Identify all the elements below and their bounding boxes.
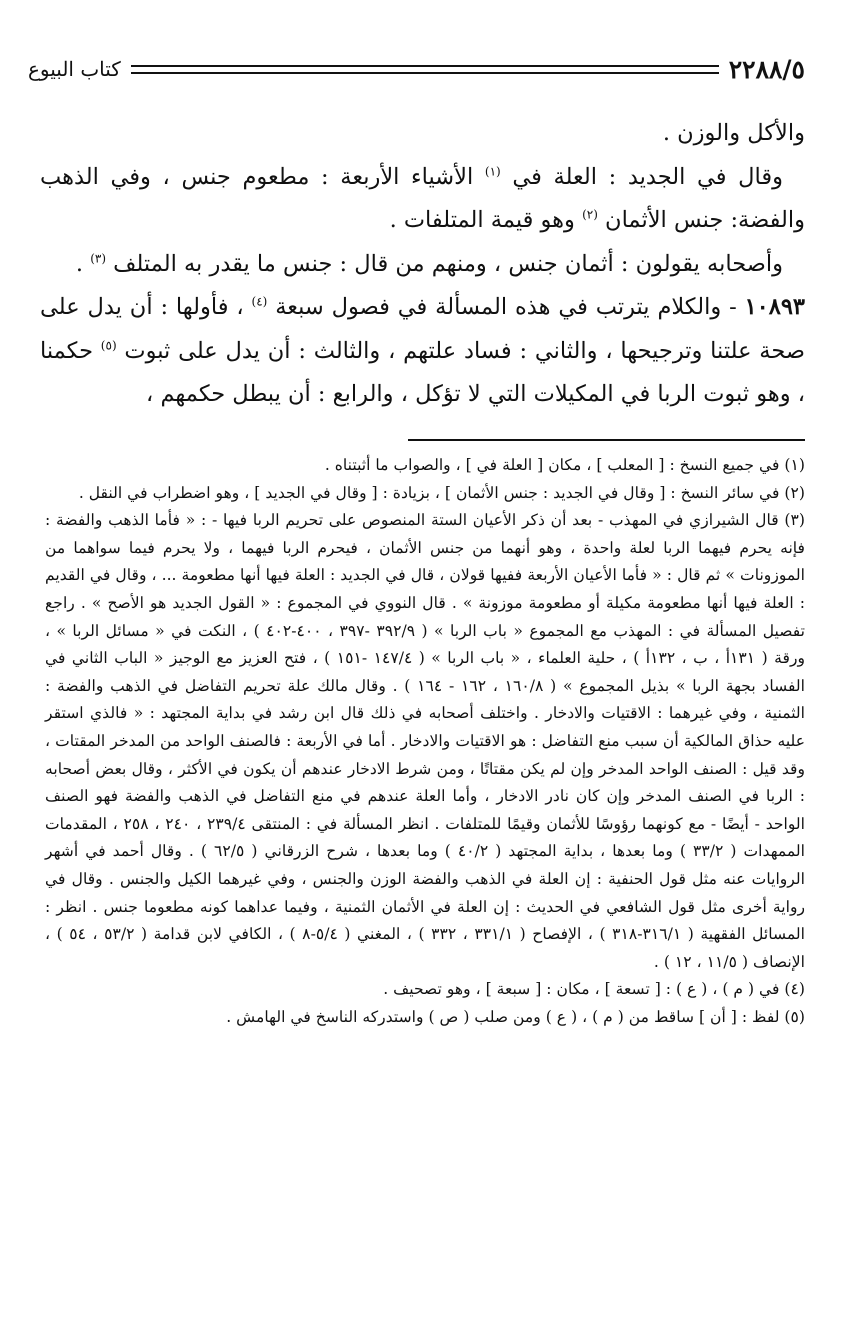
header-double-rule <box>131 65 719 74</box>
book-title: كتاب البيوع <box>28 57 121 81</box>
text-run: ، فأولها : أن يدل على صحة علتنا وترجيحها ، والثاني : فساد علتهم ، والثالث : أن يدل على ثبوت <box>40 294 805 364</box>
paragraph: والأكل والوزن . <box>662 120 805 146</box>
footnotes <box>45 452 805 1031</box>
main-text <box>40 112 805 417</box>
footnote-ref: (٥) <box>100 338 117 352</box>
footnote: (٢) في سائر النسخ : [ وقال في الجديد : جنس الأثمان ] ، بزيادة : [ وقال في الجديد ] ، وهو اضطراب في النقل . <box>78 483 805 502</box>
footnote-ref: (٢) <box>582 207 598 222</box>
page-header <box>28 52 805 86</box>
text-run: وقال في الجديد : العلة في <box>500 163 783 190</box>
footnote-ref: (١) <box>484 164 501 178</box>
footnote: (٣) قال الشيرازي في المهذب - بعد أن ذكر الأعيان الستة المنصوص على تحريم الربا فيها - : « فأما الذهب والفضة : فإنه يحرم فيهما الربا لعلة واحدة ، وهو أنهما من جنس الأثمان ، فيحرم الربا فيهما ، ولا يحرم فيما سواهما من الموزونات » ثم قال : « فأما الأعيان الأربعة ففيها قولان ، قال في الجديد : العلة فيها أنها مطعومة ... ، وقال في القديم : العلة فيها أنها مطعومة مكيلة أو مطعومة موزونة » . قال النووي في المجموع : « القول الجديد هو الأصح » . راجع تفصيل المسألة في : المهذب مع المجموع « باب الربا » ( ٣٩٢/٩ -٣٩٧ ، ٤٠٠-٤٠٢ ) ، النكت في « مسائل الربا » ، ورقة ( ١٣١أ ، ب ، ١٣٢أ ) ، حلية العلماء ، « باب الربا » ( ١٤٧/٤ -١٥١ ) ، فتح العزيز مع الوجيز « الباب الثاني في الفساد بجهة الربا » بذيل المجموع » ( ١٦٠/٨ ، ١٦٢ - ١٦٤ ) . وقال مالك علة تحريم التفاضل في الذهب والفضة : الثمنية ، وفي غيرهما : الاقتيات والادخار . واختلف أصحابه في ذلك قال ابن رشد في بداية المجتهد : « فالذي استقر عليه حذاق المالكية أن سبب منع التفاضل : هو الاقتيات والادخار . أما في الأربعة : فالصنف الواحد من المدخر المقتات ، وقد قيل : الصنف الواحد المدخر وإن لم يكن مقتاتًا ، ومن شرط الادخار عندهم أن يكون في الأكثر ، وقال بعض أصحابه : الربا في الصنف المدخر وإن كان نادر الادخار ، وأما العلة عندهم في منع التفاضل في الذهب والفضة فهو الصنف الواحد - أيضًا - مع كونهما رؤوسًا للأثمان وقيمًا للمتلفات . انظر المسألة في : المنتقى ٢٣٩/٤ ، ٢٤٠ ، ٢٥٨ ، المقدمات الممهدات ( ٣٣/٢ ) وما بعدها ، بداية المجتهد ( ٤٠/٢ ) وما بعدها ، شرح الزرقاني ( ٦٢/٥ ) . وقال أحمد في أشهر الروايات عنه مثل قول الحنفية : إن العلة في الذهب والفضة الوزن والجنس ، وفي غيرهما الكيل والجنس . وقال في رواية أخرى مثل قول الشافعي في الحديث : إن العلة في الأثمان الثمنية ، وفيما عداهما كونه مطعوما جنس . انظر : المسائل الفقهية ( ٣١٦/١-٣١٨ ) ، الإفصاح ( ٣٣١/١ ، ٣٣٢ ) ، المغني ( ٥/٤-٨ ) ، الكافي لابن قدامة ( ٥٣/٢ ، ٥٤ ) ، الإنصاف ( ١١/٥ ، ١٢ ) . <box>45 511 806 971</box>
text-run: وهو قيمة المتلفات . <box>389 207 583 233</box>
footnote-ref: (٣) <box>90 251 107 265</box>
page-number: ٢٢٨٨/٥ <box>728 54 805 84</box>
footnote: (١) في جميع النسخ : [ المعلب ] ، مكان [ العلة في ] ، والصواب ما أثبتناه . <box>324 456 805 474</box>
text-run: - والكلام يترتب في هذه المسألة في فصول سبعة <box>267 294 745 320</box>
footnote-ref: (٤) <box>251 294 268 309</box>
text-run: . <box>75 250 91 277</box>
paragraph <box>40 156 805 243</box>
text-run: حكمنا ، وهو ثبوت الربا في المكيلات التي لا تؤكل ، والرابع : أن يبطل حكمهم ، <box>40 337 805 407</box>
footnote-divider <box>408 439 805 441</box>
paragraph <box>40 243 805 287</box>
footnote: (٥) لفظ : [ أن ] ساقط من ( م ) ، ( ع ) ومن صلب ( ص ) واستدركه الناسخ في الهامش . <box>226 1007 805 1026</box>
text-run: الأشياء الأربعة : مطعوم جنس ، وفي الذهب والفضة: جنس الأثمان <box>40 163 805 233</box>
paragraph <box>40 286 805 417</box>
footnote: (٤) في ( م ) ، ( ع ) : [ تسعة ] ، مكان : [ سبعة ] ، وهو تصحيف . <box>383 980 805 999</box>
issue-number: ١٠٨٩٣ <box>744 294 805 320</box>
text-run: وأصحابه يقولون : أثمان جنس ، ومنهم من قال : جنس ما يقدر به المتلف <box>106 250 783 277</box>
